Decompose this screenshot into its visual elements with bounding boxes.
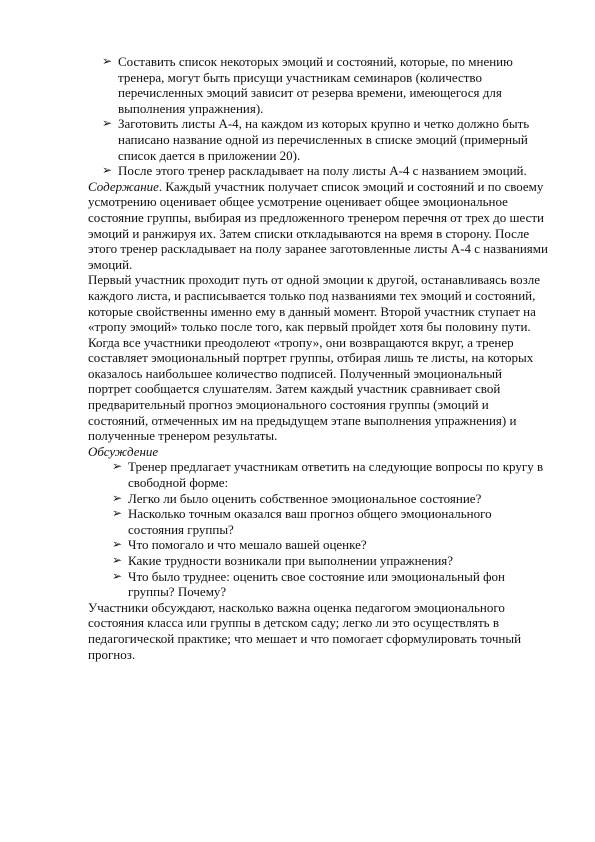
- intro-bullet-list: [88, 54, 548, 179]
- discussion-title: Обсуждение: [88, 443, 159, 459]
- content-label: Содержание: [88, 178, 159, 194]
- bullet-text: Насколько точным оказался ваш прогноз общего эмоционального состояния группы?: [128, 506, 492, 537]
- arrow-bullet-icon: ➢: [112, 506, 123, 521]
- list-item: [98, 491, 548, 507]
- arrow-bullet-icon: ➢: [102, 54, 113, 68]
- bullet-text: Какие трудности возникали при выполнении упражнения?: [128, 553, 454, 568]
- list-item: [88, 116, 548, 163]
- list-item: [98, 506, 548, 537]
- document-page: [88, 54, 548, 662]
- arrow-bullet-icon: ➢: [102, 116, 113, 131]
- bullet-text: Что помогало и что мешало вашей оценке?: [128, 537, 367, 553]
- list-item: [88, 163, 548, 179]
- arrow-bullet-icon: ➢: [102, 163, 113, 178]
- closing-paragraph: Участники обсуждают, насколько важна оценка педагогом эмоционального состояния класса или группы в детском саду; легко ли это осуществлять в педагогической практике; что мешает и что помогает сформулировать точный прогноз.: [88, 599, 522, 662]
- list-item: [98, 537, 548, 553]
- arrow-bullet-icon: ➢: [112, 459, 123, 474]
- bullet-text: Составить список некоторых эмоций и состояний, которые, по мнению тренера, могут быть присущи участникам семинаров (количество перечисленных эмоций зависит от резерва времени, имеющегося для выполнения упражнения).: [118, 54, 513, 116]
- list-item: [98, 569, 548, 600]
- bullet-text: Заготовить листы А-4, на каждом из которых крупно и четко должно быть написано название одной из перечисленных в списке эмоций (примерный список дается в приложении 20).: [118, 116, 530, 163]
- bullet-text: Тренер предлагает участникам ответить на следующие вопросы по кругу в свободной форме:: [128, 459, 544, 491]
- bullet-text: Легко ли было оценить собственное эмоциональное состояние?: [128, 490, 482, 506]
- bullet-text: Что было труднее: оценить свое состояние или эмоциональный фон группы? Почему?: [128, 568, 505, 600]
- list-item: [98, 459, 548, 490]
- arrow-bullet-icon: ➢: [112, 553, 123, 567]
- arrow-bullet-icon: ➢: [112, 490, 123, 505]
- body-paragraph: Первый участник проходит путь от одной эмоции к другой, останавливаясь возле каждого листа, и расписывается только под названиями тех эмоций и состояний, которые свойственны именно ему в данный момент. Второй участник ступает на «тропу эмоций» только после того, как первый пройдет хотя бы половину пути.: [88, 272, 540, 335]
- content-text: . Каждый участник получает список эмоций и состояний и по своему усмотрению оценивает общее усмотрение оценивает общее эмоциональное состояние группы, выбирая из предложенного тренером перечня от трех до шести эмоций и ранжируя их. Затем списки откладываются на время в сторону. После этого тренер раскладывает на полу заранее заготовленные листы А-4 с названиями эмоций.: [88, 178, 548, 272]
- list-item: [88, 54, 548, 116]
- discussion-bullet-list: [88, 459, 548, 599]
- arrow-bullet-icon: ➢: [112, 568, 123, 583]
- list-item: [98, 553, 548, 569]
- arrow-bullet-icon: ➢: [112, 537, 123, 552]
- bullet-text: После этого тренер раскладывает на полу листы А-4 с названием эмоций.: [118, 163, 527, 179]
- content-paragraph: [88, 179, 548, 273]
- body-paragraph: Когда все участники преодолеют «тропу», они возвращаются вкруг, а тренер составляет эмоциональный портрет группы, отбирая лишь те листы, на которых оказалось наибольшее количество подписей. Полученный эмоциональный портрет сообщается слушателям. Затем каждый участник сравнивает свой предварительный прогноз эмоционального состояния группы (эмоций и состояний, отмеченных им на предыдущем этапе выполнения упражнения) и полученные тренером результаты.: [88, 334, 534, 444]
